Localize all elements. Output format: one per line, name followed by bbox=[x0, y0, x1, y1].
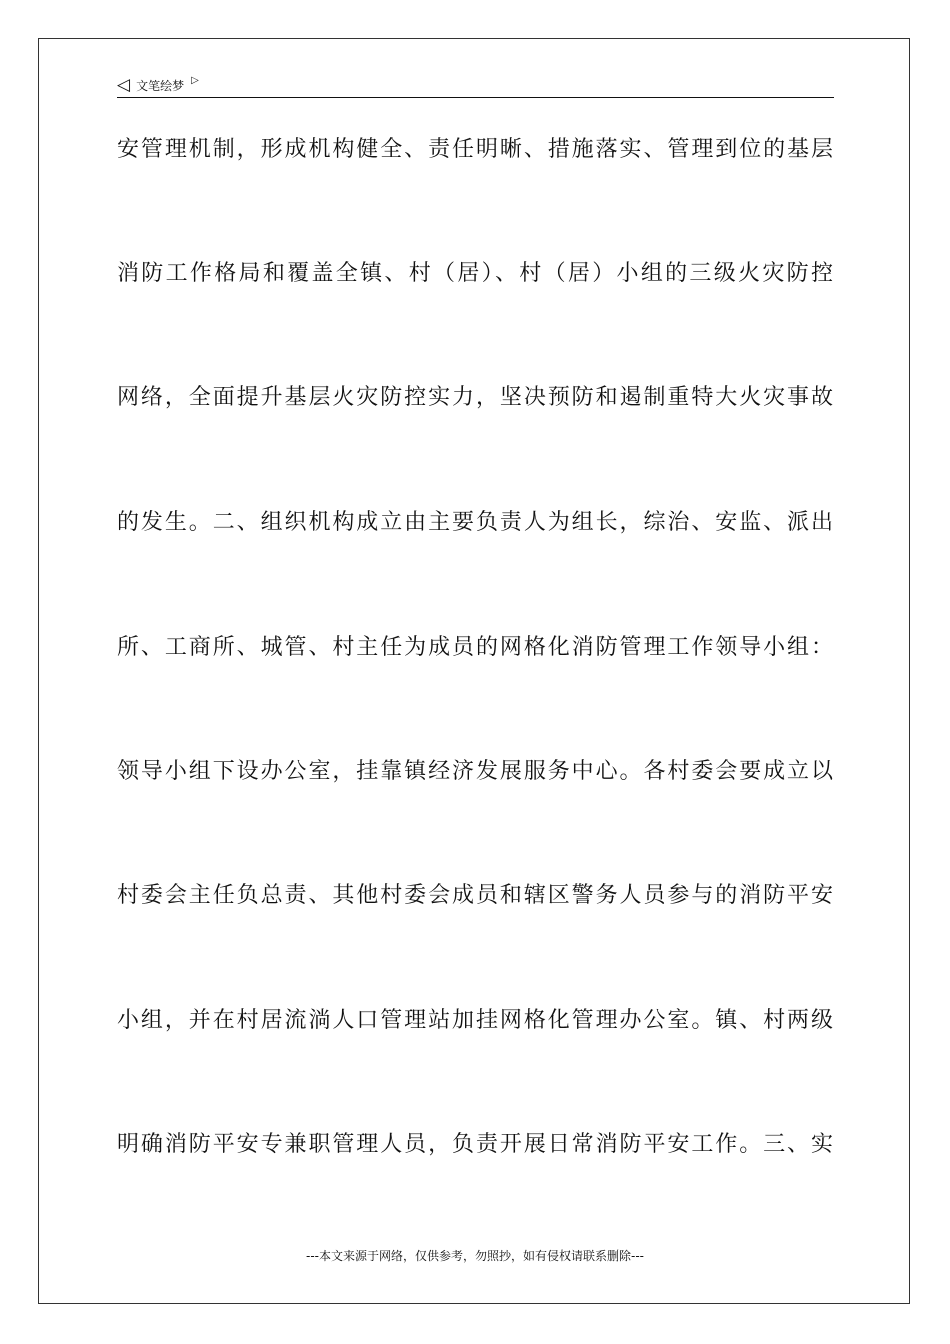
body-line: 明确消防平安专兼职管理人员，负责开展日常消防平安工作。三、实 bbox=[117, 1132, 834, 1157]
page-header bbox=[117, 74, 199, 96]
header-title: 文笔绘梦 bbox=[136, 78, 185, 93]
body-line: 消防工作格局和覆盖全镇、村（居）、村（居）小组的三级火灾防控 bbox=[117, 261, 834, 286]
triangle-left-icon: ◁ bbox=[117, 74, 131, 95]
body-line: 网络，全面提升基层火灾防控实力，坚决预防和遏制重特大火灾事故 bbox=[117, 385, 834, 410]
body-line: 安管理机制，形成机构健全、责任明晰、措施落实、管理到位的基层 bbox=[117, 137, 834, 162]
body-line: 小组，并在村居流淌人口管理站加挂网格化管理办公室。镇、村两级 bbox=[117, 1008, 834, 1033]
footer-notice: ---本文来源于网络，仅供参考，勿照抄，如有侵权请联系删除--- bbox=[306, 1249, 644, 1263]
body-line: 领导小组下设办公室，挂靠镇经济发展服务中心。各村委会要成立以 bbox=[117, 759, 834, 784]
triangle-right-icon: ▷ bbox=[191, 75, 199, 86]
body-line: 的发生。二、组织机构成立由主要负责人为组长，综治、安监、派出 bbox=[117, 510, 834, 535]
body-line: 所、工商所、城管、村主任为成员的网格化消防管理工作领导小组： bbox=[117, 635, 834, 660]
body-line: 村委会主任负总责、其他村委会成员和辖区警务人员参与的消防平安 bbox=[117, 883, 834, 908]
header-rule bbox=[117, 97, 834, 98]
page-border bbox=[38, 38, 910, 1304]
